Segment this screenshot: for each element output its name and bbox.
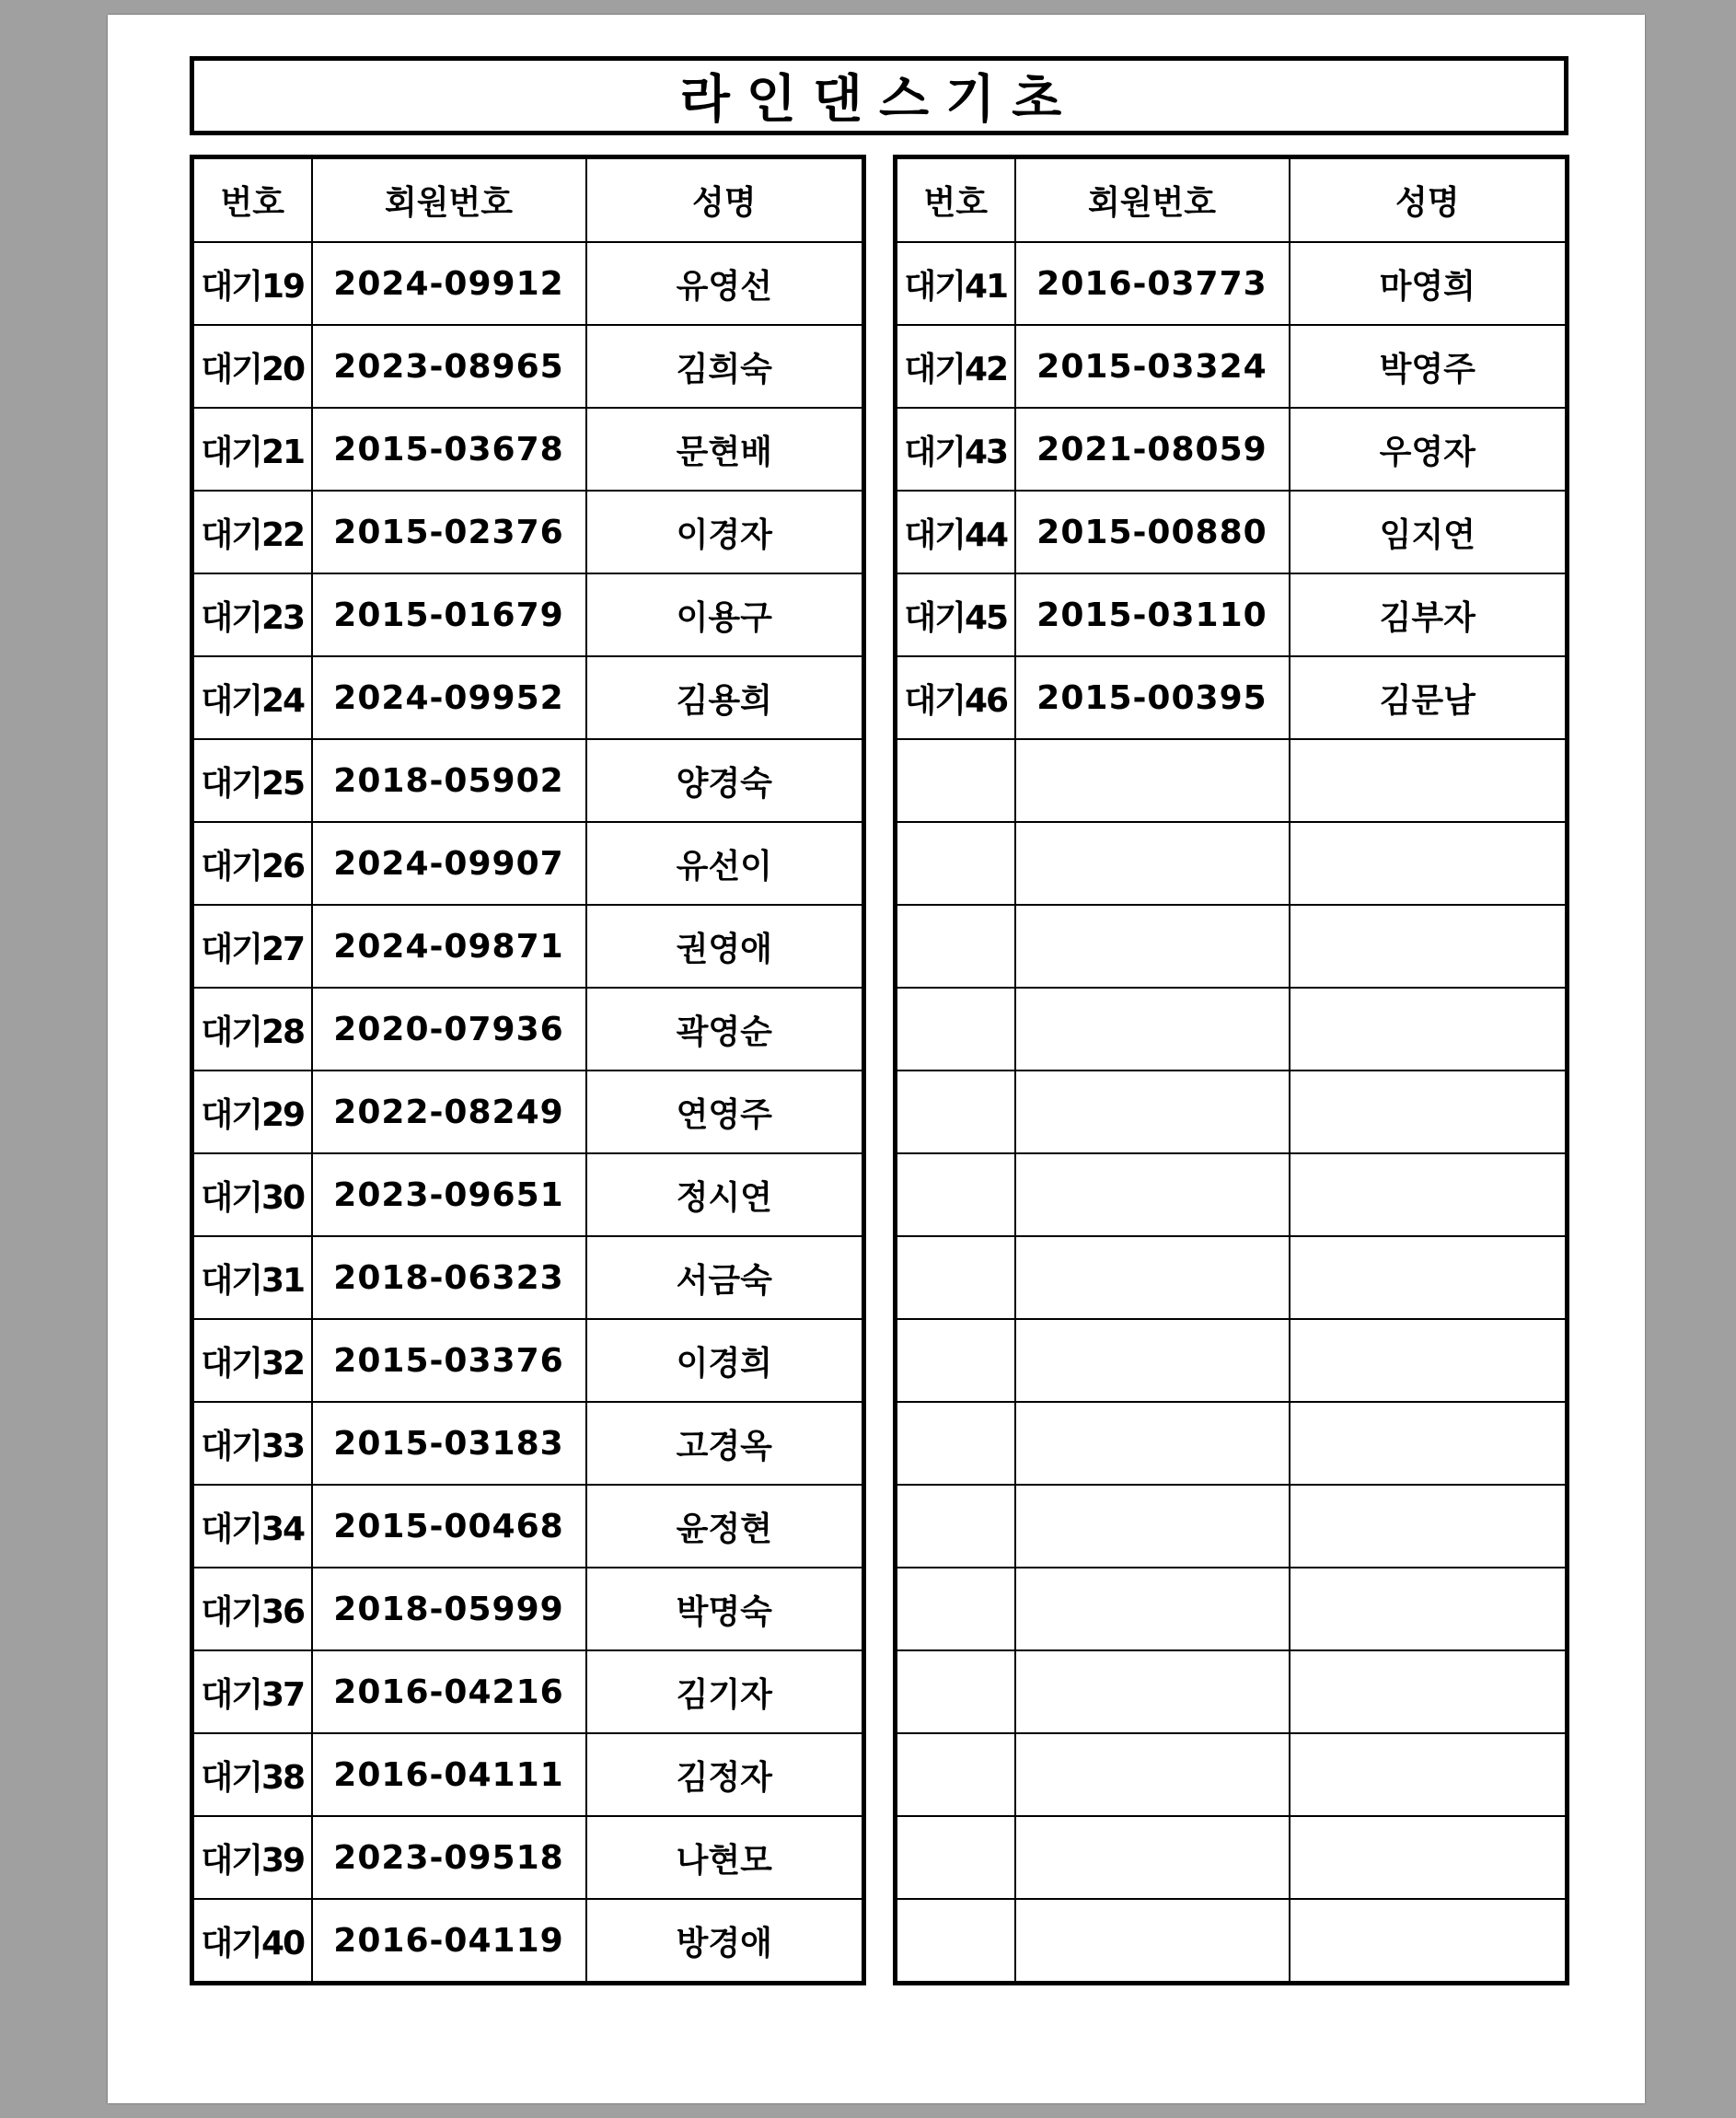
cell-wait-no: 대기41 <box>896 242 1015 325</box>
table-row <box>192 1485 864 1568</box>
cell-name <box>1290 1568 1568 1650</box>
cell-name: 유선이 <box>586 822 864 905</box>
cell-wait-no <box>896 1733 1015 1816</box>
table-row <box>896 1899 1568 1984</box>
cell-wait-no: 대기45 <box>896 573 1015 656</box>
roster-table-left <box>190 155 866 1985</box>
col-header-name: 성명 <box>1290 157 1568 243</box>
cell-member-no: 2016-03773 <box>1015 242 1290 325</box>
cell-wait-no: 대기36 <box>192 1568 312 1650</box>
cell-name <box>1290 1816 1568 1899</box>
cell-name <box>1290 822 1568 905</box>
cell-name <box>1290 739 1568 822</box>
table-row <box>896 1402 1568 1485</box>
table-row <box>192 1568 864 1650</box>
cell-wait-no: 대기40 <box>192 1899 312 1984</box>
table-row <box>896 1071 1568 1153</box>
cell-name <box>1290 1733 1568 1816</box>
cell-name: 김용희 <box>586 656 864 739</box>
cell-member-no: 2015-03324 <box>1015 325 1290 408</box>
cell-member-no: 2023-09518 <box>312 1816 586 1899</box>
cell-member-no: 2020-07936 <box>312 988 586 1071</box>
table-row <box>896 325 1568 408</box>
cell-wait-no: 대기44 <box>896 491 1015 573</box>
cell-wait-no <box>896 988 1015 1071</box>
cell-name <box>1290 988 1568 1071</box>
cell-wait-no: 대기31 <box>192 1236 312 1319</box>
cell-wait-no <box>896 905 1015 988</box>
cell-wait-no: 대기24 <box>192 656 312 739</box>
cell-name: 마영희 <box>1290 242 1568 325</box>
cell-member-no <box>1015 1733 1290 1816</box>
cell-name <box>1290 1236 1568 1319</box>
cell-member-no: 2015-03183 <box>312 1402 586 1485</box>
cell-name: 김기자 <box>586 1650 864 1733</box>
cell-name <box>1290 1650 1568 1733</box>
cell-name: 연영주 <box>586 1071 864 1153</box>
cell-name: 김희숙 <box>586 325 864 408</box>
cell-wait-no: 대기43 <box>896 408 1015 491</box>
cell-wait-no: 대기34 <box>192 1485 312 1568</box>
table-row <box>192 1650 864 1733</box>
cell-name: 김문남 <box>1290 656 1568 739</box>
cell-member-no <box>1015 1650 1290 1733</box>
cell-name: 김정자 <box>586 1733 864 1816</box>
cell-wait-no: 대기30 <box>192 1153 312 1236</box>
cell-wait-no: 대기19 <box>192 242 312 325</box>
cell-wait-no: 대기21 <box>192 408 312 491</box>
cell-member-no <box>1015 988 1290 1071</box>
table-row <box>896 822 1568 905</box>
table-row <box>896 739 1568 822</box>
cell-wait-no <box>896 1153 1015 1236</box>
table-row <box>896 988 1568 1071</box>
cell-member-no: 2021-08059 <box>1015 408 1290 491</box>
table-row <box>896 1650 1568 1733</box>
col-header-no: 번호 <box>192 157 312 243</box>
table-row <box>896 1568 1568 1650</box>
cell-name: 곽영순 <box>586 988 864 1071</box>
cell-name: 정시연 <box>586 1153 864 1236</box>
cell-wait-no <box>896 822 1015 905</box>
cell-name: 우영자 <box>1290 408 1568 491</box>
table-row <box>896 1485 1568 1568</box>
cell-wait-no: 대기38 <box>192 1733 312 1816</box>
table-row <box>896 408 1568 491</box>
cell-member-no: 2016-04111 <box>312 1733 586 1816</box>
cell-member-no: 2018-05999 <box>312 1568 586 1650</box>
cell-name: 고경옥 <box>586 1402 864 1485</box>
table-row <box>896 573 1568 656</box>
header-row <box>192 157 864 243</box>
cell-name <box>1290 1485 1568 1568</box>
cell-name: 이용구 <box>586 573 864 656</box>
cell-wait-no <box>896 1816 1015 1899</box>
col-header-member-no: 회원번호 <box>1015 157 1290 243</box>
cell-member-no <box>1015 1153 1290 1236</box>
cell-member-no <box>1015 1402 1290 1485</box>
cell-member-no <box>1015 822 1290 905</box>
col-header-no: 번호 <box>896 157 1015 243</box>
cell-wait-no: 대기33 <box>192 1402 312 1485</box>
table-row <box>896 656 1568 739</box>
table-row <box>192 1733 864 1816</box>
cell-member-no: 2015-03678 <box>312 408 586 491</box>
cell-name <box>1290 905 1568 988</box>
table-row <box>896 1816 1568 1899</box>
table-row <box>192 739 864 822</box>
cell-member-no <box>1015 1899 1290 1984</box>
cell-member-no: 2015-00468 <box>312 1485 586 1568</box>
cell-member-no <box>1015 1485 1290 1568</box>
cell-member-no: 2024-09952 <box>312 656 586 739</box>
cell-name: 박명숙 <box>586 1568 864 1650</box>
cell-wait-no <box>896 1899 1015 1984</box>
cell-wait-no <box>896 1236 1015 1319</box>
table-row <box>192 1816 864 1899</box>
cell-member-no <box>1015 905 1290 988</box>
table-row <box>192 1236 864 1319</box>
table-row <box>192 325 864 408</box>
cell-member-no <box>1015 1568 1290 1650</box>
cell-name: 나현모 <box>586 1816 864 1899</box>
cell-wait-no: 대기25 <box>192 739 312 822</box>
cell-member-no: 2018-05902 <box>312 739 586 822</box>
cell-wait-no: 대기28 <box>192 988 312 1071</box>
table-row <box>192 1071 864 1153</box>
cell-wait-no: 대기42 <box>896 325 1015 408</box>
page-title: 라인댄스기초 <box>190 56 1568 135</box>
cell-name: 박영주 <box>1290 325 1568 408</box>
table-row <box>192 1402 864 1485</box>
table-row <box>192 1899 864 1984</box>
table-row <box>192 1153 864 1236</box>
cell-member-no: 2016-04216 <box>312 1650 586 1733</box>
cell-member-no <box>1015 1816 1290 1899</box>
table-row <box>192 1319 864 1402</box>
col-header-name: 성명 <box>586 157 864 243</box>
table-row <box>192 408 864 491</box>
cell-name: 이경희 <box>586 1319 864 1402</box>
cell-wait-no: 대기26 <box>192 822 312 905</box>
cell-member-no: 2015-02376 <box>312 491 586 573</box>
cell-wait-no <box>896 1485 1015 1568</box>
cell-wait-no: 대기32 <box>192 1319 312 1402</box>
table-row <box>192 242 864 325</box>
cell-name: 윤정현 <box>586 1485 864 1568</box>
cell-member-no: 2015-01679 <box>312 573 586 656</box>
table-row <box>896 1236 1568 1319</box>
table-row <box>896 242 1568 325</box>
cell-member-no: 2015-03110 <box>1015 573 1290 656</box>
cell-name <box>1290 1071 1568 1153</box>
cell-member-no: 2023-09651 <box>312 1153 586 1236</box>
cell-wait-no <box>896 1568 1015 1650</box>
cell-wait-no <box>896 1650 1015 1733</box>
cell-member-no <box>1015 1071 1290 1153</box>
table-row <box>192 573 864 656</box>
col-header-member-no: 회원번호 <box>312 157 586 243</box>
cell-member-no: 2023-08965 <box>312 325 586 408</box>
cell-wait-no: 대기20 <box>192 325 312 408</box>
cell-name <box>1290 1153 1568 1236</box>
cell-name: 김부자 <box>1290 573 1568 656</box>
cell-member-no: 2018-06323 <box>312 1236 586 1319</box>
table-row <box>896 905 1568 988</box>
cell-name <box>1290 1899 1568 1984</box>
table-row <box>192 905 864 988</box>
table-row <box>896 491 1568 573</box>
cell-member-no: 2024-09912 <box>312 242 586 325</box>
cell-wait-no <box>896 1402 1015 1485</box>
table-row <box>192 491 864 573</box>
cell-wait-no: 대기27 <box>192 905 312 988</box>
cell-member-no: 2022-08249 <box>312 1071 586 1153</box>
cell-name: 문현배 <box>586 408 864 491</box>
cell-member-no: 2016-04119 <box>312 1899 586 1984</box>
cell-wait-no <box>896 739 1015 822</box>
cell-member-no: 2015-00880 <box>1015 491 1290 573</box>
cell-name: 유영선 <box>586 242 864 325</box>
cell-member-no: 2024-09871 <box>312 905 586 988</box>
cell-member-no: 2015-00395 <box>1015 656 1290 739</box>
table-row <box>896 1319 1568 1402</box>
cell-wait-no <box>896 1319 1015 1402</box>
cell-member-no <box>1015 1319 1290 1402</box>
cell-member-no: 2024-09907 <box>312 822 586 905</box>
table-row <box>192 656 864 739</box>
document-page <box>108 15 1645 2103</box>
cell-name: 방경애 <box>586 1899 864 1984</box>
table-row <box>896 1733 1568 1816</box>
cell-name <box>1290 1319 1568 1402</box>
cell-member-no: 2015-03376 <box>312 1319 586 1402</box>
cell-wait-no: 대기39 <box>192 1816 312 1899</box>
table-row <box>192 822 864 905</box>
cell-name: 권영애 <box>586 905 864 988</box>
table-row <box>192 988 864 1071</box>
header-row <box>896 157 1568 243</box>
cell-wait-no: 대기23 <box>192 573 312 656</box>
cell-wait-no <box>896 1071 1015 1153</box>
cell-member-no <box>1015 1236 1290 1319</box>
cell-name: 임지연 <box>1290 491 1568 573</box>
cell-member-no <box>1015 739 1290 822</box>
cell-name: 이경자 <box>586 491 864 573</box>
cell-wait-no: 대기22 <box>192 491 312 573</box>
cell-name: 양경숙 <box>586 739 864 822</box>
cell-wait-no: 대기37 <box>192 1650 312 1733</box>
cell-name: 서금숙 <box>586 1236 864 1319</box>
cell-wait-no: 대기29 <box>192 1071 312 1153</box>
cell-name <box>1290 1402 1568 1485</box>
roster-table-right <box>893 155 1569 1985</box>
cell-wait-no: 대기46 <box>896 656 1015 739</box>
table-row <box>896 1153 1568 1236</box>
